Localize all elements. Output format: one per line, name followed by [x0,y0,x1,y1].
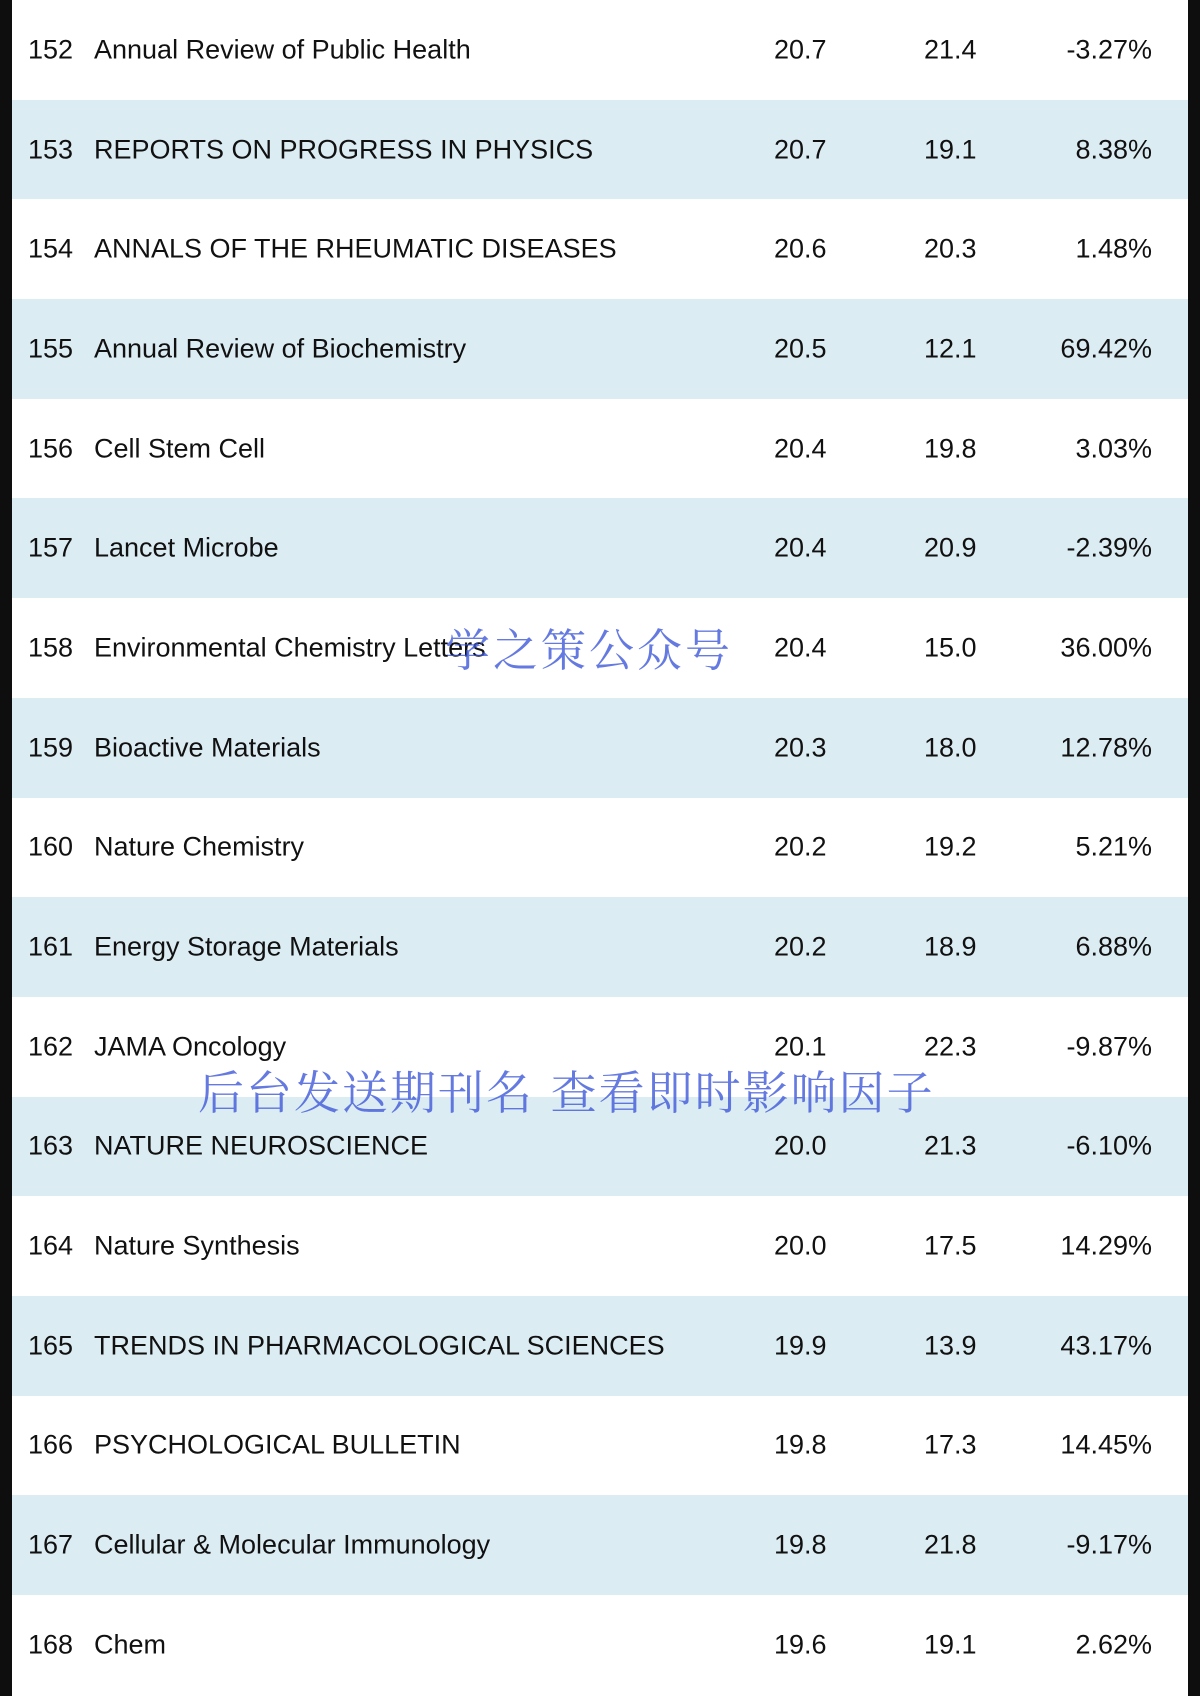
journal-name-cell: Annual Review of Public Health [94,34,471,65]
value-cell-2: 19.8 [924,433,977,464]
percent-change-cell: 14.45% [1060,1429,1152,1460]
value-cell-1: 20.4 [774,433,827,464]
journal-name-cell: Nature Synthesis [94,1230,300,1261]
table-row [12,1296,1188,1396]
percent-change-cell: 8.38% [1075,134,1152,165]
rank-cell: 153 [28,134,74,165]
percent-change-cell: 43.17% [1060,1330,1152,1361]
rank-cell: 154 [28,233,74,264]
value-cell-2: 19.1 [924,134,977,165]
journal-name-cell: PSYCHOLOGICAL BULLETIN [94,1429,461,1460]
percent-change-cell: 36.00% [1060,632,1152,663]
percent-change-cell: -6.10% [1066,1130,1152,1161]
table-row [12,399,1188,499]
journal-name-cell: Environmental Chemistry Letters [94,632,486,663]
journal-name-cell: Cellular & Molecular Immunology [94,1529,491,1560]
rank-cell: 162 [28,1031,74,1062]
percent-change-cell: 12.78% [1060,732,1152,763]
value-cell-2: 19.2 [924,831,977,862]
percent-change-cell: -2.39% [1066,532,1152,563]
value-cell-2: 18.9 [924,931,977,962]
rank-cell: 152 [28,34,74,65]
rank-cell: 155 [28,333,74,364]
table-row [12,798,1188,898]
percent-change-cell: 69.42% [1060,333,1152,364]
table-row [12,997,1188,1097]
table-row [12,1396,1188,1496]
rank-cell: 160 [28,831,74,862]
rank-cell: 164 [28,1230,74,1261]
value-cell-1: 20.7 [774,34,827,65]
journal-name-cell: ANNALS OF THE RHEUMATIC DISEASES [94,233,617,264]
journal-name-cell: JAMA Oncology [94,1031,287,1062]
table-row [12,897,1188,997]
rank-cell: 157 [28,532,74,563]
journal-name-cell: TRENDS IN PHARMACOLOGICAL SCIENCES [94,1330,665,1361]
rank-cell: 158 [28,632,74,663]
rank-cell: 159 [28,732,74,763]
rank-cell: 168 [28,1629,74,1660]
rank-cell: 161 [28,931,74,962]
rank-cell: 165 [28,1330,74,1361]
value-cell-2: 20.9 [924,532,977,563]
percent-change-cell: 2.62% [1075,1629,1152,1660]
journal-name-cell: Annual Review of Biochemistry [94,333,467,364]
value-cell-1: 20.0 [774,1230,827,1261]
value-cell-2: 21.3 [924,1130,977,1161]
percent-change-cell: 6.88% [1075,931,1152,962]
journal-name-cell: Bioactive Materials [94,732,321,763]
left-border [0,0,12,1696]
percent-change-cell: -9.87% [1066,1031,1152,1062]
value-cell-1: 19.9 [774,1330,827,1361]
table-row [12,1097,1188,1197]
value-cell-2: 17.3 [924,1429,977,1460]
journal-name-cell: NATURE NEUROSCIENCE [94,1130,429,1161]
percent-change-cell: -3.27% [1066,34,1152,65]
value-cell-2: 19.1 [924,1629,977,1660]
table-row [12,598,1188,698]
value-cell-2: 21.4 [924,34,977,65]
percent-change-cell: 1.48% [1075,233,1152,264]
table-row [12,1595,1188,1695]
value-cell-1: 20.0 [774,1130,827,1161]
journal-name-cell: Lancet Microbe [94,532,279,563]
watermark-instruction: 后台发送期刊名 查看即时影响因子 [198,1066,935,1120]
journal-name-cell: REPORTS ON PROGRESS IN PHYSICS [94,134,594,165]
value-cell-1: 19.8 [774,1429,827,1460]
value-cell-1: 20.5 [774,333,827,364]
value-cell-1: 20.2 [774,831,827,862]
table-row [12,1196,1188,1296]
value-cell-1: 20.2 [774,931,827,962]
percent-change-cell: 5.21% [1075,831,1152,862]
table-row [12,299,1188,399]
value-cell-1: 19.6 [774,1629,827,1660]
value-cell-1: 20.7 [774,134,827,165]
right-border [1188,0,1200,1696]
value-cell-2: 17.5 [924,1230,977,1261]
rank-cell: 166 [28,1429,74,1460]
value-cell-2: 21.8 [924,1529,977,1560]
value-cell-2: 18.0 [924,732,977,763]
rank-cell: 156 [28,433,74,464]
value-cell-2: 15.0 [924,632,977,663]
table-row [12,0,1188,100]
value-cell-1: 20.4 [774,532,827,563]
value-cell-2: 13.9 [924,1330,977,1361]
table-row [12,698,1188,798]
percent-change-cell: -9.17% [1066,1529,1152,1560]
value-cell-1: 20.4 [774,632,827,663]
percent-change-cell: 3.03% [1075,433,1152,464]
watermark-account-name: 学之策公众号 [445,624,734,677]
value-cell-1: 19.8 [774,1529,827,1560]
value-cell-1: 20.6 [774,233,827,264]
value-cell-1: 20.1 [774,1031,827,1062]
rank-cell: 163 [28,1130,74,1161]
table-row [12,199,1188,299]
table-row [12,1495,1188,1595]
journal-name-cell: Chem [94,1629,167,1660]
rank-cell: 167 [28,1529,74,1560]
journal-table [12,0,1188,1695]
table-row [12,100,1188,200]
percent-change-cell: 14.29% [1060,1230,1152,1261]
value-cell-2: 20.3 [924,233,977,264]
journal-name-cell: Cell Stem Cell [94,433,266,464]
journal-name-cell: Energy Storage Materials [94,931,399,962]
value-cell-2: 22.3 [924,1031,977,1062]
value-cell-1: 20.3 [774,732,827,763]
table-row [12,498,1188,598]
value-cell-2: 12.1 [924,333,977,364]
journal-name-cell: Nature Chemistry [94,831,305,862]
